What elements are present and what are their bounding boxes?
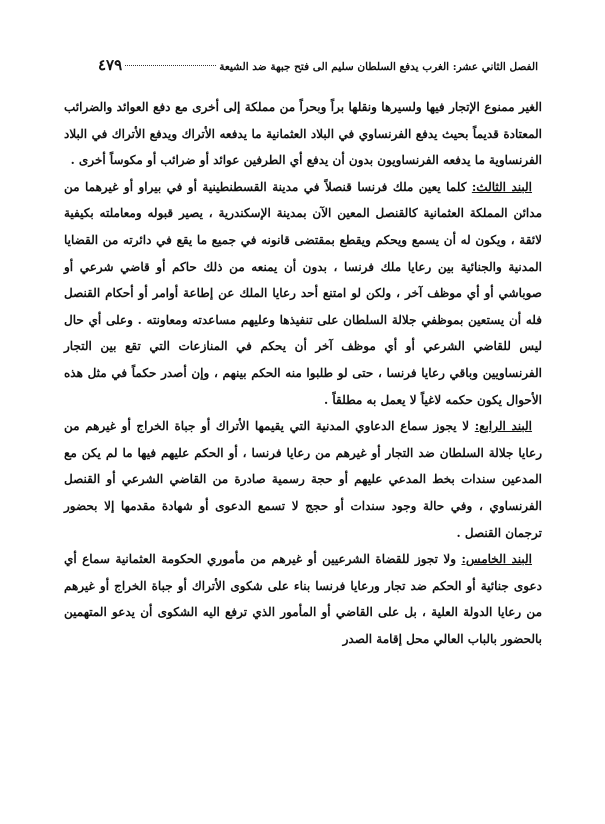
running-header xyxy=(98,56,538,78)
page-body xyxy=(64,94,542,652)
paragraph-continuation xyxy=(64,94,542,174)
clause-5-label: البند الخامس: xyxy=(461,552,532,567)
paragraph-clause-5 xyxy=(64,546,542,652)
chapter-running-title: الفصل الثاني عشر: الغرب يدفع السلطان سليم الى فتح جبهة ضد الشيعة xyxy=(219,61,538,73)
dotted-leader xyxy=(125,65,216,66)
clause-3-text: كلما يعين ملك فرنسا قنصلاً في مدينة القسطنطينية أو في بيراو أو غيرهما من مدائن المملكة العثمانية كالقنصل المعين الآن بمدينة الإسكندرية ، يصير قبوله ومعاملته بكيفية لائقة ، ويكون له أن يسمع ويحكم ويقطع بمقتضى قانونه في جميع ما يقع في دائرته من القضايا المدنية والجنائية بين رعايا ملك فرنسا ، بدون أن يمنعه من ذلك حاكم أو قاضي شرعي أو صوباشي أو أي موظف آخر ، ولكن لو امتنع أحد رعايا الملك عن إطاعة أوامر أو أحكام القنصل فله أن يستعين بموظفي جلالة السلطان على تنفيذها وعليهم مساعدته ومعاونته . وعلى أي حال ليس للقاضي الشرعي أو أي موظف آخر أن يحكم في المنازعات التي تقع بين التجار الفرنساويين وباقي رعايا فرنسا ، حتى لو طلبوا منه الحكم بينهم ، وإن أصدر حكماً في مثل هذه الأحوال يكون حكمه لاغياً لا يعمل به مطلقاً . xyxy=(64,179,542,407)
page-number: ٤٧٩ xyxy=(98,56,123,74)
paragraph-clause-3 xyxy=(64,174,542,413)
paragraph-clause-4 xyxy=(64,413,542,546)
clause-3-label: البند الثالث: xyxy=(471,179,532,194)
clause-4-label: البند الرابع: xyxy=(474,419,533,434)
paragraph-text: الغير ممنوع الإتجار فيها ولسيرها ونقلها براً وبحراً من مملكة إلى أخرى مع دفع العوائد والضرائب المعتادة قديماً بحيث يدفع الفرنساوي في البلاد العثمانية ما يدفعه الأتراك ويدفع الأتراك في البلاد الفرنساوية ما يدفعه الفرنساويون بدون أن يدفع أي الطرفين عوائد أو ضرائب أو مكوساً أخرى . xyxy=(64,100,542,168)
clause-4-text: لا يجوز سماع الدعاوي المدنية التي يقيمها الأتراك أو جباة الخراج أو غيرهم من رعايا جلالة السلطان ضد التجار أو غيرهم من رعايا فرنسا ، أو الحكم عليهم فيها ما لم يكن مع المدعين سندات بخط المدعي عليهم أو حجة رسمية صادرة من القاضي الشرعي أو القنصل الفرنساوي ، وفي حالة وجود سندات أو حجج لا تسمع الدعوى أو شهادة مقدمها إلا بحضور ترجمان القنصل . xyxy=(64,419,542,540)
clause-5-text: ولا تجوز للقضاة الشرعيين أو غيرهم من مأموري الحكومة العثمانية سماع أي دعوى جنائية أو الحكم ضد تجار ورعايا فرنسا بناء على شكوى الأتراك أو جباة الخراج أو غيرهم من رعايا الدولة العلية ، بل على القاضي أو المأمور الذي ترفع اليه الشكوى أن يدعو المتهمين بالحضور بالباب العالي محل إقامة الصدر xyxy=(64,552,542,646)
